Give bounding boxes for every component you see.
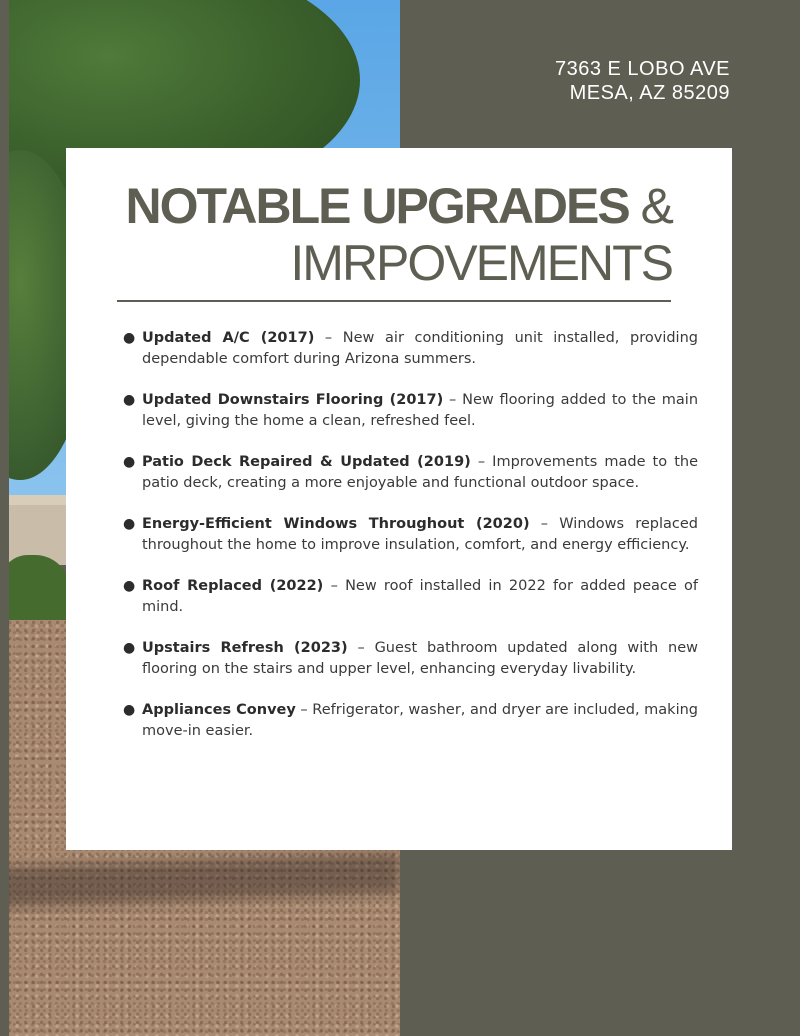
title-bold: NOTABLE UPGRADES [125, 178, 629, 234]
item-text: – New flooring added to the main level, giving the home a clean, refreshed feel. [142, 392, 699, 429]
list-item [123, 576, 699, 618]
property-address [555, 57, 730, 105]
item-text: – Refrigerator, washer, and dryer are included, making move-in easier. [142, 702, 698, 739]
title-divider [117, 300, 671, 302]
bullet-icon: ● [123, 640, 136, 656]
list-item [123, 328, 698, 370]
item-title: Roof Replaced (2022) [142, 578, 324, 594]
list-item [123, 638, 698, 680]
bullet-icon: ● [123, 578, 136, 594]
list-item [123, 700, 698, 742]
list-item [123, 514, 698, 556]
title-line-2: IMRPOVEMENTS [290, 235, 672, 291]
item-text: – Windows replaced throughout the home to improve insulation, comfort, and energy efficiency. [142, 516, 698, 553]
bullet-icon: ● [123, 392, 136, 408]
item-title: Energy-Efficient Windows Throughout (2020) [142, 516, 530, 532]
item-title: Updated A/C (2017) [142, 330, 315, 346]
title-ampersand: & [628, 178, 672, 234]
item-title: Patio Deck Repaired & Updated (2019) [142, 454, 471, 470]
item-text: – Improvements made to the patio deck, creating a more enjoyable and functional outdoor space. [142, 454, 698, 491]
address-line-2: MESA, AZ 85209 [569, 82, 730, 104]
shrub [0, 555, 70, 625]
list-item [123, 452, 698, 494]
title-line-1 [126, 178, 672, 234]
item-text: – New roof installed in 2022 for added peace of mind. [142, 578, 699, 615]
list-item [123, 390, 699, 432]
item-text: – Guest bathroom updated along with new flooring on the stairs and upper level, enhancing everyday livability. [142, 640, 698, 677]
address-line-1: 7363 E LOBO AVE [554, 58, 730, 80]
item-title: Updated Downstairs Flooring (2017) [142, 392, 444, 408]
item-title: Appliances Convey [142, 702, 296, 718]
bullet-icon: ● [123, 330, 136, 346]
bullet-icon: ● [123, 454, 136, 470]
item-text: – New air conditioning unit installed, providing dependable comfort during Arizona summers. [142, 330, 698, 367]
upgrades-list [122, 328, 698, 762]
upgrades-card [66, 148, 732, 850]
left-edge-strip [0, 0, 9, 1036]
bullet-icon: ● [123, 516, 136, 532]
bullet-icon: ● [123, 702, 136, 718]
page-title [126, 178, 672, 292]
item-title: Upstairs Refresh (2023) [142, 640, 348, 656]
